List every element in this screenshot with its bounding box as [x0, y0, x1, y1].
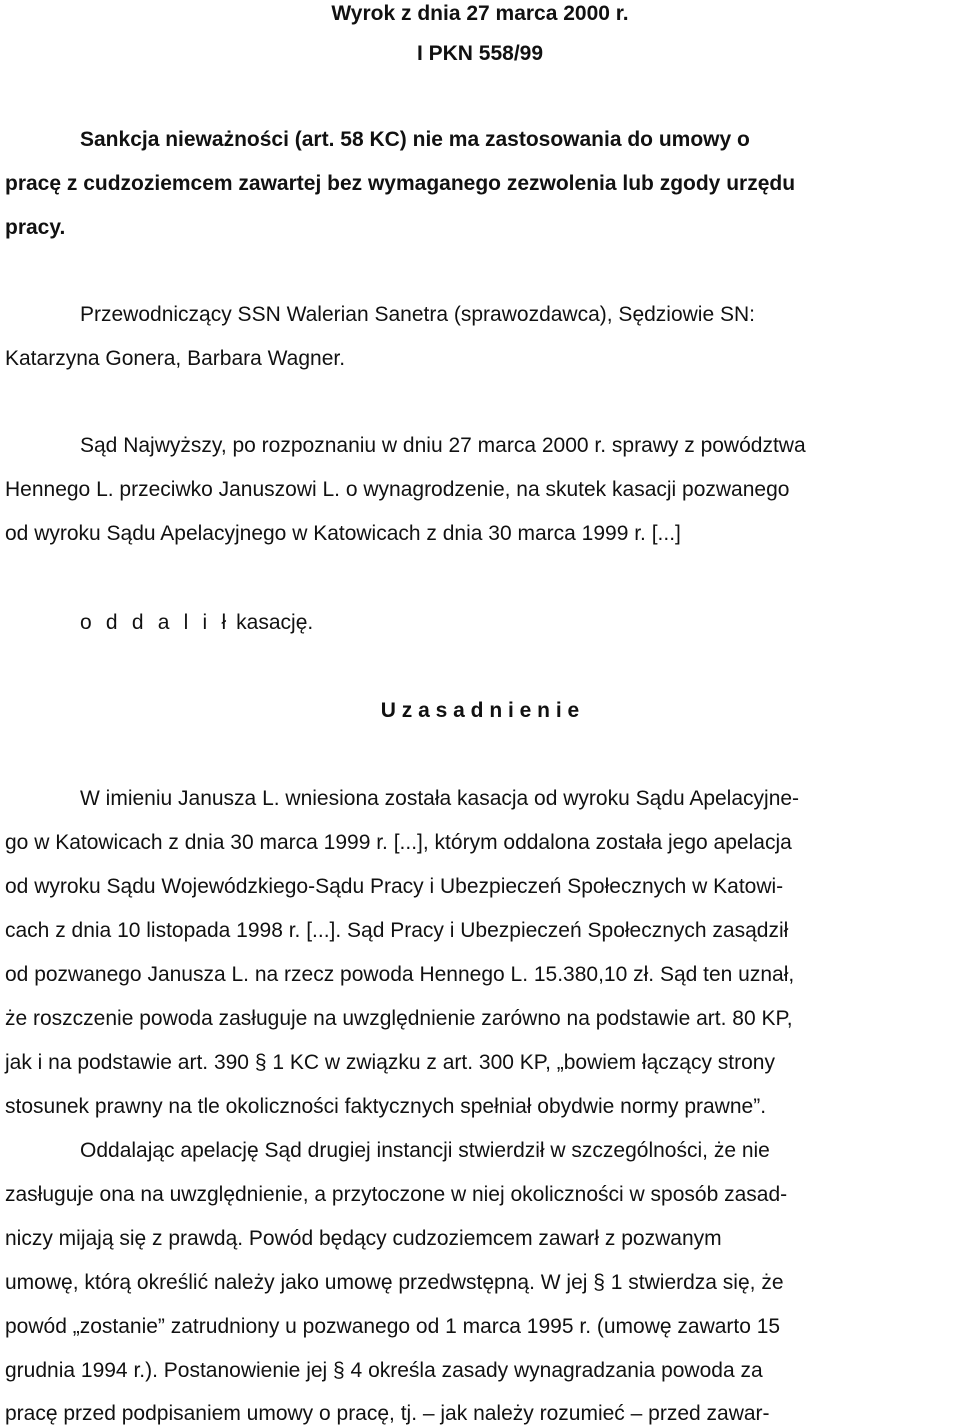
justification-line: grudnia 1994 r.). Postanowienie jej § 4 określa zasady wynagradzania powoda za — [5, 1359, 763, 1382]
case-number: I PKN 558/99 — [416, 42, 544, 65]
justification-heading: U z a s a d n i e n i e — [380, 699, 580, 722]
composition-line: Katarzyna Gonera, Barbara Wagner. — [5, 347, 346, 370]
thesis-line: Sankcja nieważności (art. 58 KC) nie ma zastosowania do umowy o — [80, 128, 750, 151]
decision-verb: o d d a l i ł — [80, 611, 231, 634]
justification-line: zasługuje ona na uwzględnienie, a przytoczone w niej okoliczności w sposób zasad- — [5, 1183, 788, 1206]
justification-line: go w Katowicach z dnia 30 marca 1999 r. [...], którym oddalona została jego apelacja — [5, 831, 792, 854]
justification-line: powód „zostanie” zatrudniony u pozwanego od 1 marca 1995 r. (umowę zawarto 15 — [5, 1315, 781, 1338]
ruling-line: Sąd Najwyższy, po rozpoznaniu w dniu 27 marca 2000 r. sprawy z powództwa — [80, 434, 806, 457]
justification-line: W imieniu Janusza L. wniesiona została kasacja od wyroku Sądu Apelacyjne- — [80, 787, 800, 810]
justification-line: od pozwanego Janusza L. na rzecz powoda Hennego L. 15.380,10 zł. Sąd ten uznał, — [5, 963, 795, 986]
justification-line: umowę, którą określić należy jako umowę przedwstępną. W jej § 1 stwierdza się, że — [5, 1271, 784, 1294]
justification-line: że roszczenie powoda zasługuje na uwzględnienie zarówno na podstawie art. 80 KP, — [5, 1007, 793, 1030]
justification-line: od wyroku Sądu Wojewódzkiego-Sądu Pracy i Ubezpieczeń Społecznych w Katowi- — [5, 875, 784, 898]
justification-line: stosunek prawny na tle okoliczności faktycznych spełniał obydwie normy prawne”. — [5, 1095, 767, 1118]
thesis-line: pracę z cudzoziemcem zawartej bez wymaganego zezwolenia lub zgody urzędu — [5, 172, 796, 195]
justification-line: jak i na podstawie art. 390 § 1 KC w związku z art. 300 KP, „bowiem łączący strony — [5, 1051, 775, 1074]
justification-line: cach z dnia 10 listopada 1998 r. [...]. Sąd Pracy i Ubezpieczeń Społecznych zasądził — [5, 919, 789, 942]
justification-line: Oddalając apelację Sąd drugiej instancji stwierdził w szczególności, że nie — [80, 1139, 770, 1162]
justification-line: pracę przed podpisaniem umowy o pracę, tj. – jak należy rozumieć – przed zawar- — [5, 1402, 770, 1425]
justification-line: niczy mijają się z prawdą. Powód będący cudzoziemcem zawarł z pozwanym — [5, 1227, 722, 1250]
thesis-line: pracy. — [5, 216, 66, 239]
composition-line: Przewodniczący SSN Walerian Sanetra (sprawozdawca), Sędziowie SN: — [80, 303, 755, 326]
ruling-line: Hennego L. przeciwko Januszowi L. o wynagrodzenie, na skutek kasacji pozwanego — [5, 478, 790, 501]
judgment-date: Wyrok z dnia 27 marca 2000 r. — [331, 2, 629, 25]
ruling-line: od wyroku Sądu Apelacyjnego w Katowicach z dnia 30 marca 1999 r. [...] — [5, 522, 681, 545]
decision-object: kasację. — [236, 611, 314, 634]
decision-line — [80, 609, 955, 637]
